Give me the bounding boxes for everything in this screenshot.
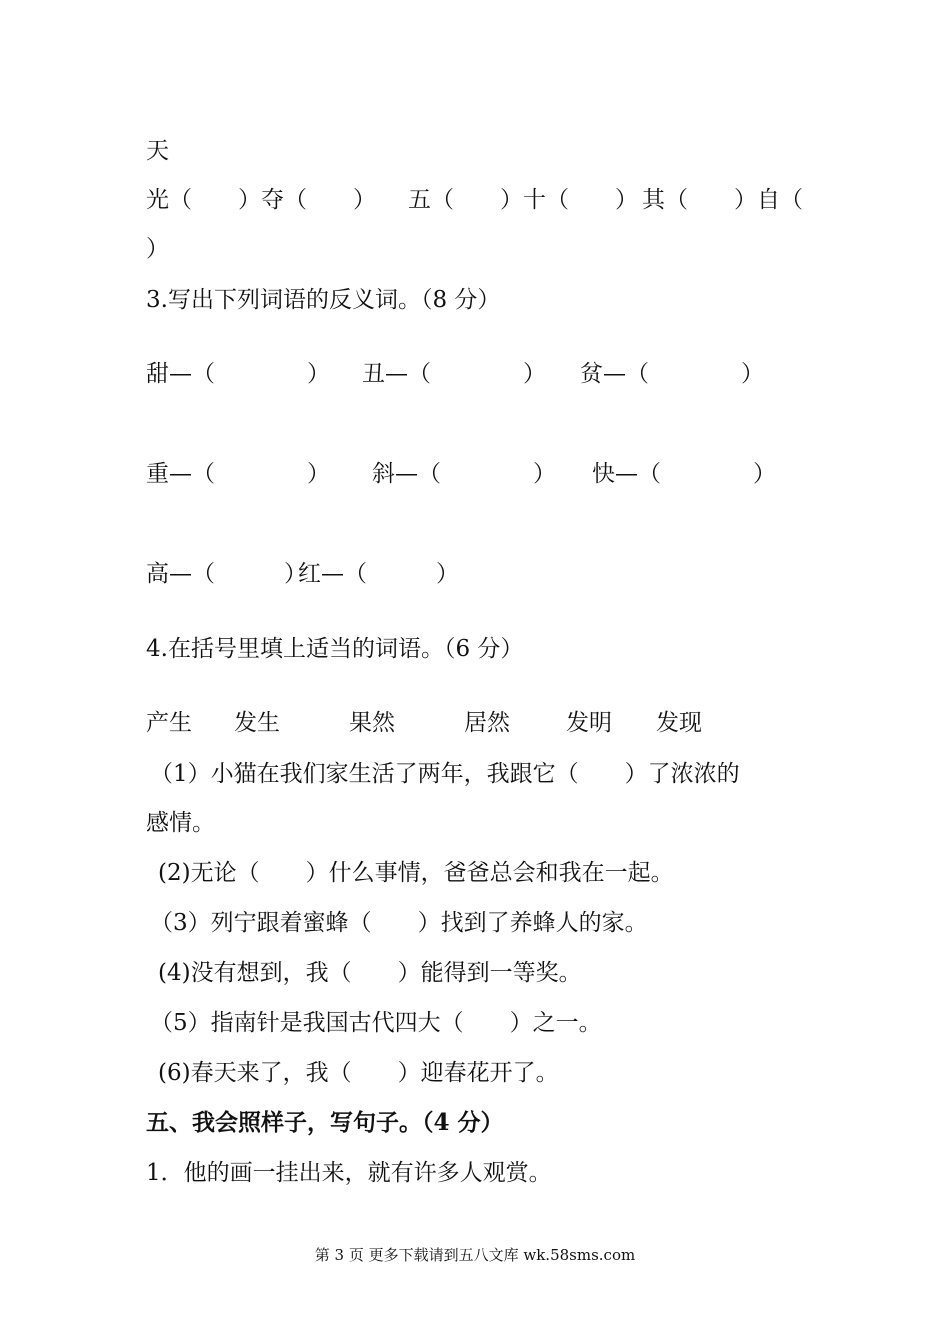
- word-bank-item: 产生: [146, 710, 192, 736]
- antonym-kuai: 快—（ ）: [592, 461, 776, 487]
- sentence-6: (6)春天来了，我（ ）迎春花开了。: [158, 1060, 559, 1086]
- idiom-group-2: 五（ ）十（ ）: [408, 187, 638, 213]
- antonym-row-3: [146, 559, 826, 589]
- word-bank-item: 居然: [464, 710, 510, 736]
- idiom-row-wrap: ）: [146, 236, 169, 262]
- antonym-pin: 贫—（ ）: [580, 361, 764, 387]
- text-line-tian: 天: [146, 138, 169, 164]
- antonym-row-2: [146, 459, 826, 489]
- antonym-xie: 斜—（ ）: [372, 461, 556, 487]
- antonym-row-1: [146, 359, 826, 389]
- sentence-2: (2)无论（ ）什么事情，爸爸总会和我在一起。: [158, 860, 674, 886]
- sentence-5: （5）指南针是我国古代四大（ ）之一。: [150, 1010, 602, 1036]
- antonym-chou: 丑—（ ）: [362, 361, 546, 387]
- word-bank-item: 发现: [656, 710, 702, 736]
- sentence-4: (4)没有想到，我（ ）能得到一等奖。: [158, 960, 582, 986]
- idiom-group-1: 光（ ）夺（ ）: [146, 187, 376, 213]
- word-bank-item: 发明: [566, 710, 612, 736]
- antonym-tian: 甜—（ ）: [146, 361, 330, 387]
- page-footer: 第 3 页 更多下载请到五八文库 wk.58sms.com: [314, 1246, 636, 1264]
- idiom-fill-row: [146, 185, 826, 215]
- antonym-zhong: 重—（ ）: [146, 461, 330, 487]
- idiom-group-3: 其（ ）自（: [642, 187, 803, 213]
- section-5-title: 五、我会照样子，写句子。（4 分）: [146, 1109, 504, 1136]
- sentence-1-wrap: 感情。: [146, 810, 215, 836]
- word-bank: [146, 708, 826, 738]
- word-bank-item: 果然: [349, 710, 395, 736]
- question-4-title: 4.在括号里填上适当的词语。（6 分）: [146, 636, 524, 662]
- antonym-gao: 高—（ ）: [146, 561, 307, 587]
- sentence-3: （3）列宁跟着蜜蜂（ ）找到了养蜂人的家。: [150, 910, 648, 936]
- sentence-1: （1）小猫在我们家生活了两年，我跟它（ ）了浓浓的: [150, 761, 740, 787]
- antonym-hong: 红—（ ）: [298, 561, 459, 587]
- question-3-title: 3.写出下列词语的反义词。（8 分）: [146, 287, 501, 313]
- word-bank-item: 发生: [234, 710, 280, 736]
- section-5-item-1: 1．他的画一挂出来，就有许多人观赏。: [146, 1160, 552, 1186]
